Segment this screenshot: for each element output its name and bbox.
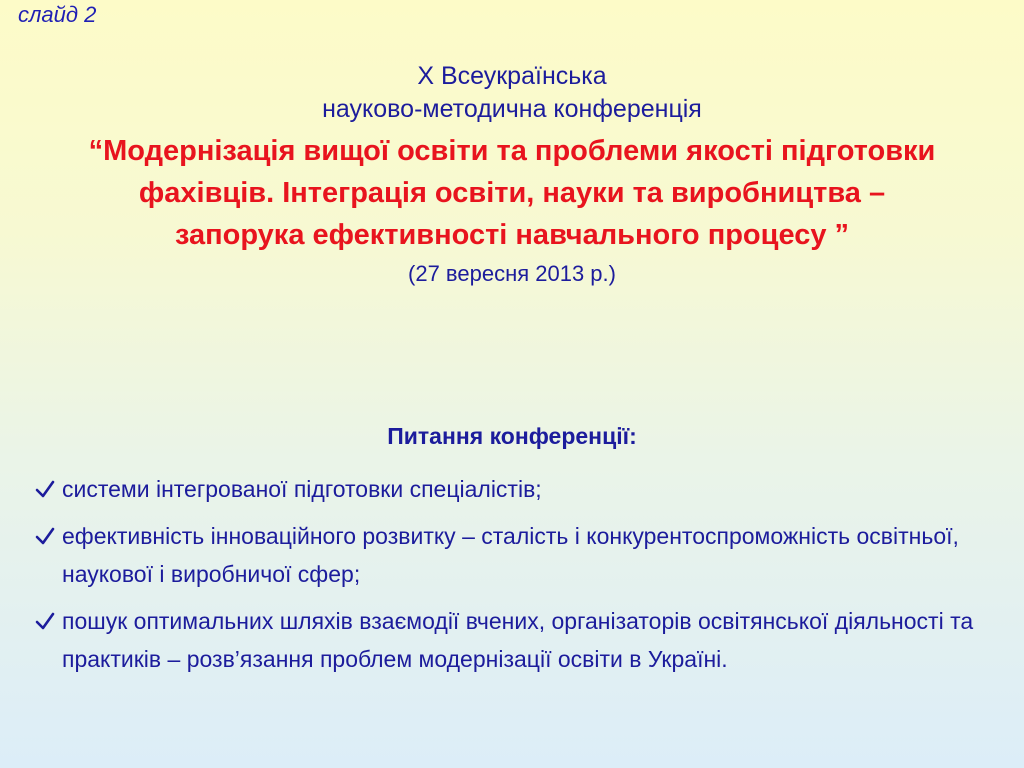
topic-text: ефективність інноваційного розвитку – сталість і конкурентоспроможність освітньої, наукової і виробничої сфер; [62, 523, 959, 587]
topic-text: системи інтегрованої підготовки спеціалістів; [62, 476, 542, 502]
conference-header [0, 60, 1024, 290]
slide-number: слайд 2 [18, 2, 97, 27]
checkmark-icon [34, 478, 56, 500]
conference-edition: Х Всеукраїнська [417, 62, 607, 90]
checkmark-icon [34, 525, 56, 547]
topics-heading: Питання конференції: [387, 423, 637, 449]
topics-list [0, 470, 1024, 687]
conference-title: “Модернізація вищої освіти та проблеми якості підготовки фахівців. Інтеграція освіти, науки та виробництва – запорука ефективності навчального процесу ” [88, 135, 936, 251]
list-item [0, 470, 1024, 508]
topic-text: пошук оптимальних шляхів взаємодії вчених, організаторів освітянської діяльності та практиків – розв’язання проблем модернізації освіти в Україні. [62, 608, 974, 672]
list-item [0, 517, 1024, 593]
list-item [0, 602, 1024, 678]
conference-date: (27 вересня 2013 р.) [408, 261, 616, 286]
checkmark-icon [34, 610, 56, 632]
conference-type: науково-методична конференція [322, 95, 702, 123]
